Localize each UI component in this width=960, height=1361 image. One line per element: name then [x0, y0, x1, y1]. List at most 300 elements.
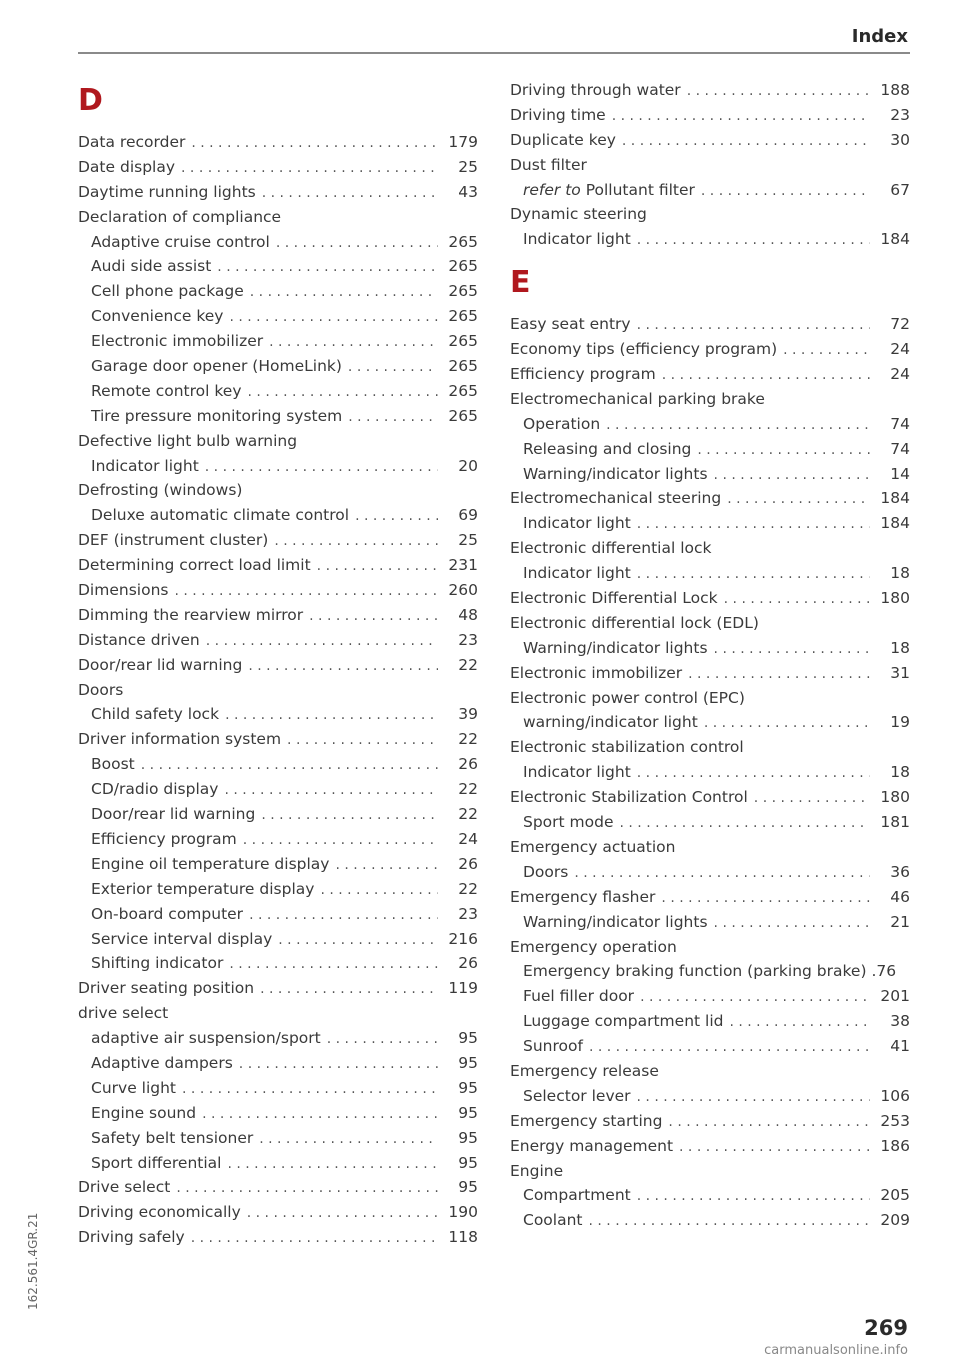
entry-label: drive select [78, 1004, 169, 1023]
entry-page-number: 25 [458, 531, 478, 550]
entry-page-number: 190 [448, 1203, 478, 1222]
entry-label: Emergency braking function (parking brake) .76 [523, 962, 897, 981]
dot-leader [261, 803, 438, 828]
index-subentry [510, 437, 910, 462]
entry-label: Selector lever [523, 1086, 631, 1105]
dot-leader [181, 156, 438, 181]
index-subentry [510, 561, 910, 586]
entry-page-number: 181 [880, 813, 910, 832]
entry-label: Dimming the rearview mirror [78, 605, 304, 624]
index-subentry [78, 329, 478, 354]
dot-leader [229, 305, 438, 330]
entry-label: Sport mode [523, 813, 614, 832]
index-subentry [510, 860, 910, 885]
dot-leader [661, 886, 870, 911]
entry-label: Duplicate key [510, 130, 616, 149]
entry-label: Engine sound [91, 1103, 197, 1122]
entry-label: Adaptive cruise control [91, 232, 270, 251]
dot-leader [227, 1152, 438, 1177]
entry-page-number: 23 [890, 105, 910, 124]
entry-label: Fuel filler door [523, 987, 635, 1006]
index-entry [510, 128, 910, 153]
entry-label: Warning/indicator lights [523, 464, 708, 483]
index-heading [510, 686, 910, 711]
dot-leader [182, 1077, 438, 1102]
index-list-d [78, 130, 478, 1250]
index-subentry [510, 178, 910, 203]
entry-label: Drive select [78, 1178, 171, 1197]
entry-page-number: 184 [880, 489, 910, 508]
entry-label: Dynamic steering [510, 205, 647, 224]
index-subentry [510, 810, 910, 835]
index-entry [510, 337, 910, 362]
index-subentry [510, 1208, 910, 1233]
dot-leader [317, 554, 438, 579]
entry-page-number: 31 [890, 663, 910, 682]
entry-page-number: 265 [448, 406, 478, 425]
entry-page-number: 260 [448, 581, 478, 600]
index-column-left [78, 78, 478, 1250]
entry-page-number: 118 [448, 1228, 478, 1247]
entry-page-number: 265 [448, 257, 478, 276]
entry-page-number: 95 [458, 1078, 478, 1097]
header-rule [78, 52, 910, 54]
entry-label: Electronic differential lock (EDL) [510, 613, 759, 632]
entry-label: Deluxe automatic climate control [91, 506, 350, 525]
entry-label: Driver information system [78, 730, 282, 749]
entry-label: Defrosting (windows) [78, 481, 243, 500]
index-subentry [78, 927, 478, 952]
entry-page-number: 231 [448, 556, 478, 575]
index-subentry [510, 760, 910, 785]
index-heading [78, 205, 478, 230]
index-heading [510, 153, 910, 178]
entry-label: Releasing and closing [523, 439, 692, 458]
entry-page-number: 22 [458, 805, 478, 824]
entry-page-number: 265 [448, 232, 478, 251]
dot-leader [248, 380, 438, 405]
entry-label: Operation [523, 414, 601, 433]
entry-label: Declaration of compliance [78, 207, 282, 226]
dot-leader [355, 504, 438, 529]
index-entry [78, 603, 478, 628]
entry-page-number: 39 [458, 705, 478, 724]
entry-label: Engine oil temperature display [91, 854, 330, 873]
index-entry [510, 103, 910, 128]
dot-leader [662, 363, 870, 388]
entry-label: Economy tips (efficiency program) [510, 340, 778, 359]
index-subentry [510, 1084, 910, 1109]
entry-label: Child safety lock [91, 705, 220, 724]
entry-page-number: 265 [448, 282, 478, 301]
index-subentry [78, 951, 478, 976]
entry-page-number: 209 [880, 1211, 910, 1230]
entry-page-number: 95 [458, 1128, 478, 1147]
dot-leader [259, 1127, 438, 1152]
dot-leader [276, 231, 438, 256]
entry-page-number: 26 [458, 954, 478, 973]
index-entry [78, 553, 478, 578]
index-entry [510, 1134, 910, 1159]
entry-label: Curve light [91, 1078, 177, 1097]
entry-label: Convenience key [91, 307, 224, 326]
entry-label: Defective light bulb warning [78, 431, 298, 450]
dot-leader [637, 761, 870, 786]
index-entry [78, 180, 478, 205]
entry-label: Service interval display [91, 929, 273, 948]
entry-label: Electronic differential lock [510, 539, 712, 558]
entry-label: CD/radio display [91, 780, 219, 799]
section-letter-d: D [78, 83, 103, 118]
entry-page-number: 216 [448, 929, 478, 948]
dot-leader [248, 654, 438, 679]
index-subentry [78, 1026, 478, 1051]
dot-leader [714, 911, 870, 936]
index-heading [78, 429, 478, 454]
entry-label: Adaptive dampers [91, 1053, 233, 1072]
index-subentry [78, 1126, 478, 1151]
entry-label: Sport differential [91, 1153, 222, 1172]
index-entry [78, 528, 478, 553]
index-subentry [510, 511, 910, 536]
dot-leader [269, 330, 438, 355]
index-heading [510, 1159, 910, 1184]
entry-page-number: 180 [880, 589, 910, 608]
index-entry [78, 1225, 478, 1250]
dot-leader [637, 313, 870, 338]
entry-label: Easy seat entry [510, 315, 631, 334]
index-subentry [510, 910, 910, 935]
entry-label: Doors [78, 680, 124, 699]
dot-leader [637, 512, 870, 537]
entry-page-number: 184 [880, 230, 910, 249]
entry-page-number: 23 [458, 904, 478, 923]
dot-leader [704, 711, 870, 736]
entry-page-number: 26 [458, 854, 478, 873]
index-heading [510, 387, 910, 412]
index-heading [510, 735, 910, 760]
index-subentry [78, 702, 478, 727]
entry-label: Electronic immobilizer [510, 663, 683, 682]
entry-label: Indicator light [523, 230, 631, 249]
index-entry [78, 976, 478, 1001]
index-heading [78, 1001, 478, 1026]
entry-page-number: 48 [458, 605, 478, 624]
index-subentry [78, 852, 478, 877]
entry-page-number: 24 [890, 365, 910, 384]
entry-page-number: 67 [890, 180, 910, 199]
side-print-code: 162.561.4GR.21 [26, 1212, 40, 1310]
dot-leader [729, 1010, 870, 1035]
dot-leader [697, 438, 870, 463]
index-entry [78, 155, 478, 180]
index-subentry [510, 710, 910, 735]
entry-page-number: 95 [458, 1103, 478, 1122]
entry-label: Energy management [510, 1136, 674, 1155]
index-entry [510, 661, 910, 686]
entry-page-number: 18 [890, 564, 910, 583]
index-entry [78, 628, 478, 653]
entry-label: Emergency actuation [510, 837, 676, 856]
entry-page-number: 72 [890, 315, 910, 334]
index-subentry [78, 354, 478, 379]
dot-leader [320, 878, 438, 903]
dot-leader [612, 104, 870, 129]
dot-leader [217, 255, 438, 280]
index-subentry [78, 279, 478, 304]
index-subentry [510, 462, 910, 487]
dot-leader [637, 228, 870, 253]
entry-page-number: 22 [458, 655, 478, 674]
dot-leader [225, 703, 438, 728]
entry-label: Sunroof [523, 1037, 583, 1056]
entry-page-number: 265 [448, 357, 478, 376]
entry-label: Driving economically [78, 1203, 241, 1222]
index-heading [510, 1059, 910, 1084]
index-heading [510, 536, 910, 561]
dot-leader [278, 928, 438, 953]
entry-page-number: 30 [890, 130, 910, 149]
entry-label: Emergency starting [510, 1111, 663, 1130]
entry-label: Efficiency program [91, 829, 237, 848]
entry-page-number: 38 [890, 1012, 910, 1031]
entry-label: Audi side assist [91, 257, 212, 276]
dot-leader [224, 778, 438, 803]
dot-leader [335, 853, 438, 878]
index-entry [78, 727, 478, 752]
dot-leader [176, 1176, 438, 1201]
entry-page-number: 265 [448, 332, 478, 351]
dot-leader [701, 179, 870, 204]
index-heading [510, 202, 910, 227]
entry-label: Garage door opener (HomeLink) [91, 357, 342, 376]
index-subentry [510, 636, 910, 661]
dot-leader [724, 587, 870, 612]
entry-page-number: 95 [458, 1029, 478, 1048]
index-entry [510, 78, 910, 103]
index-subentry [78, 404, 478, 429]
dot-leader [206, 629, 438, 654]
index-subentry [510, 1009, 910, 1034]
index-subentry [510, 959, 910, 984]
dot-leader [679, 1135, 870, 1160]
entry-page-number: 25 [458, 157, 478, 176]
entry-label: Electromechanical parking brake [510, 389, 765, 408]
dot-leader [348, 355, 438, 380]
dot-leader [754, 786, 870, 811]
entry-page-number: 41 [890, 1037, 910, 1056]
index-subentry [78, 254, 478, 279]
index-entry [510, 362, 910, 387]
entry-page-number: 201 [880, 987, 910, 1006]
index-entry [78, 130, 478, 155]
index-subentry [78, 1051, 478, 1076]
page-number: 269 [864, 1316, 908, 1340]
dot-leader [714, 463, 870, 488]
dot-leader [202, 1102, 438, 1127]
entry-label: Driving time [510, 105, 606, 124]
dot-leader [249, 903, 438, 928]
entry-page-number: 43 [458, 182, 478, 201]
index-subentry [510, 984, 910, 1009]
entry-label: Dust filter [510, 155, 587, 174]
entry-label: Dimensions [78, 581, 169, 600]
entry-page-number: 188 [880, 81, 910, 99]
index-subentry [78, 752, 478, 777]
index-subentry [78, 1151, 478, 1176]
dot-leader [274, 529, 438, 554]
index-list-e [510, 312, 910, 1233]
entry-label: Emergency operation [510, 937, 677, 956]
dot-leader [714, 637, 870, 662]
entry-label: Door/rear lid warning [78, 655, 243, 674]
dot-leader [191, 1226, 438, 1251]
index-entry [510, 1109, 910, 1134]
index-subentry [78, 454, 478, 479]
entry-page-number: 14 [890, 464, 910, 483]
dot-leader [262, 181, 438, 206]
entry-page-number: 18 [890, 638, 910, 657]
entry-label: adaptive air suspension/sport [91, 1029, 321, 1048]
entry-page-number: 18 [890, 763, 910, 782]
dot-leader [327, 1027, 438, 1052]
entry-page-number: 184 [880, 514, 910, 533]
watermark: carmanualsonline.info [764, 1343, 908, 1358]
entry-page-number: 19 [890, 713, 910, 732]
entry-page-number: 46 [890, 887, 910, 906]
entry-label: Exterior temperature display [91, 879, 315, 898]
dot-leader [622, 129, 870, 154]
entry-label: DEF (instrument cluster) [78, 531, 269, 550]
index-subentry [78, 1101, 478, 1126]
index-entry [510, 486, 910, 511]
entry-label: Data recorder [78, 133, 186, 151]
entry-page-number: 22 [458, 879, 478, 898]
index-heading [510, 935, 910, 960]
entry-label: Doors [523, 862, 569, 881]
entry-label: Luggage compartment lid [523, 1012, 724, 1031]
entry-label: Electronic Differential Lock [510, 589, 718, 608]
entry-label: Emergency release [510, 1061, 659, 1080]
dot-leader [174, 579, 438, 604]
index-subentry [78, 379, 478, 404]
entry-label: Cell phone package [91, 282, 244, 301]
entry-label: Warning/indicator lights [523, 912, 708, 931]
entry-label: Electromechanical steering [510, 489, 722, 508]
entry-page-number: 95 [458, 1053, 478, 1072]
index-subentry [510, 1034, 910, 1059]
entry-label: Shifting indicator [91, 954, 224, 973]
entry-label-text: Pollutant filter [585, 180, 695, 199]
entry-label: Emergency flasher [510, 887, 656, 906]
dot-leader [637, 1184, 870, 1209]
entry-label: Tire pressure monitoring system [91, 406, 343, 425]
entry-page-number: 24 [458, 829, 478, 848]
index-heading [510, 611, 910, 636]
entry-label: Electronic power control (EPC) [510, 688, 745, 707]
index-subentry [78, 230, 478, 255]
index-subentry [510, 227, 910, 252]
index-subentry [78, 1076, 478, 1101]
dot-leader [574, 861, 870, 886]
entry-page-number: 21 [890, 912, 910, 931]
dot-leader [620, 811, 871, 836]
entry-page-number: 26 [458, 755, 478, 774]
index-entry [78, 653, 478, 678]
dot-leader [687, 79, 870, 104]
index-subentry [510, 412, 910, 437]
dot-leader [229, 952, 438, 977]
dot-leader [247, 1201, 438, 1226]
entry-page-number: 106 [880, 1086, 910, 1105]
index-heading [78, 478, 478, 503]
index-subentry [78, 827, 478, 852]
entry-page-number: 20 [458, 456, 478, 475]
dot-leader [637, 562, 870, 587]
entry-label: Determining correct load limit [78, 556, 311, 575]
index-heading [78, 678, 478, 703]
entry-label: Door/rear lid warning [91, 805, 256, 824]
entry-label: Indicator light [523, 514, 631, 533]
entry-page-number: 69 [458, 506, 478, 525]
entry-label: Coolant [523, 1211, 583, 1230]
dot-leader [688, 662, 870, 687]
entry-label: Electronic Stabilization Control [510, 788, 748, 807]
entry-label: Boost [91, 755, 135, 774]
index-column-right [510, 78, 910, 1233]
entry-label: Electronic stabilization control [510, 738, 744, 757]
entry-page-number: 180 [880, 788, 910, 807]
dot-leader [239, 1052, 438, 1077]
entry-page-number: 22 [458, 730, 478, 749]
entry-page-number: 265 [448, 307, 478, 326]
index-list-d-continued [510, 78, 910, 252]
section-letter-e: E [510, 265, 531, 301]
entry-page-number: 179 [448, 133, 478, 151]
entry-page-number: 22 [458, 780, 478, 799]
entry-label: Efficiency program [510, 365, 656, 384]
entry-label: Indicator light [523, 763, 631, 782]
index-entry [78, 1200, 478, 1225]
entry-label: Safety belt tensioner [91, 1128, 254, 1147]
dot-leader [348, 405, 438, 430]
index-subentry [78, 304, 478, 329]
entry-label: Electronic immobilizer [91, 332, 264, 351]
dot-leader [141, 753, 438, 778]
entry-page-number: 119 [448, 979, 478, 998]
index-entry [510, 785, 910, 810]
entry-page-number: 253 [880, 1111, 910, 1130]
dot-leader [637, 1085, 870, 1110]
index-subentry [510, 1183, 910, 1208]
entry-label: Indicator light [91, 456, 199, 475]
dot-leader [668, 1110, 870, 1135]
index-entry [78, 578, 478, 603]
dot-leader [260, 977, 438, 1002]
dot-leader [287, 728, 438, 753]
index-entry [510, 312, 910, 337]
entry-page-number: 186 [880, 1136, 910, 1155]
entry-label: Compartment [523, 1186, 631, 1205]
dot-leader [309, 604, 438, 629]
dot-leader [640, 985, 870, 1010]
index-subentry [78, 777, 478, 802]
entry-label [523, 178, 695, 203]
entry-label: On-board computer [91, 904, 244, 923]
entry-label: Engine [510, 1161, 564, 1180]
entry-label: warning/indicator light [523, 713, 698, 732]
dot-leader [783, 338, 870, 363]
